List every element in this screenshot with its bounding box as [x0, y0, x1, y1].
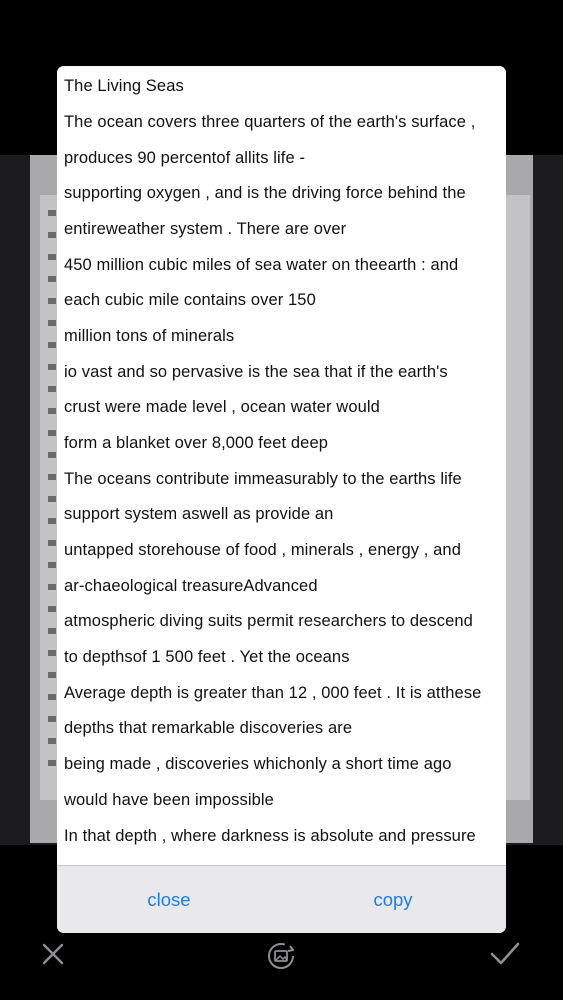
- text-line: depths that remarkable discoveries are: [64, 719, 353, 737]
- text-line: entireweather system . There are over: [64, 220, 347, 238]
- text-line: crust were made level , ocean water would: [64, 398, 380, 416]
- dialog-button-bar: [57, 866, 506, 933]
- background-document-edge: [48, 210, 56, 770]
- text-line: million tons of minerals: [64, 327, 235, 345]
- text-line: io vast and so pervasive is the sea that if the earth's: [64, 363, 448, 381]
- text-line: being made , discoveries whichonly a short time ago: [64, 755, 452, 773]
- close-x-icon[interactable]: [41, 942, 65, 966]
- recognized-text-area[interactable]: [57, 66, 506, 865]
- text-line: would have been impossible: [64, 791, 274, 809]
- text-line: supporting oxygen , and is the driving force behind the: [64, 184, 466, 202]
- text-line: untapped storehouse of food , minerals , energy , and: [64, 541, 461, 559]
- text-line: support system aswell as provide an: [64, 505, 334, 523]
- text-line: In that depth , where darkness is absolute and pressure: [64, 827, 476, 845]
- text-line: produces 90 percentof allits life -: [64, 149, 306, 167]
- rotate-image-icon[interactable]: [266, 941, 296, 971]
- text-line: each cubic mile contains over 150: [64, 291, 316, 309]
- ocr-result-dialog: [57, 66, 506, 933]
- text-line: Average depth is greater than 12 , 000 feet . It is atthese: [64, 684, 482, 702]
- text-line: atmospheric diving suits permit researchers to descend: [64, 612, 473, 630]
- text-line: The oceans contribute immeasurably to the earths life: [64, 470, 462, 488]
- text-line: 450 million cubic miles of sea water on theearth : and: [64, 256, 459, 274]
- text-line: ar-chaeological treasureAdvanced: [64, 577, 318, 595]
- text-line: The ocean covers three quarters of the earth's surface ,: [64, 113, 476, 131]
- text-line: The Living Seas: [64, 77, 184, 95]
- text-line: to depthsof 1 500 feet . Yet the oceans: [64, 648, 350, 666]
- copy-button[interactable]: copy: [281, 866, 505, 933]
- checkmark-icon[interactable]: [490, 941, 520, 967]
- text-line: form a blanket over 8,000 feet deep: [64, 434, 329, 452]
- close-button[interactable]: close: [57, 866, 281, 933]
